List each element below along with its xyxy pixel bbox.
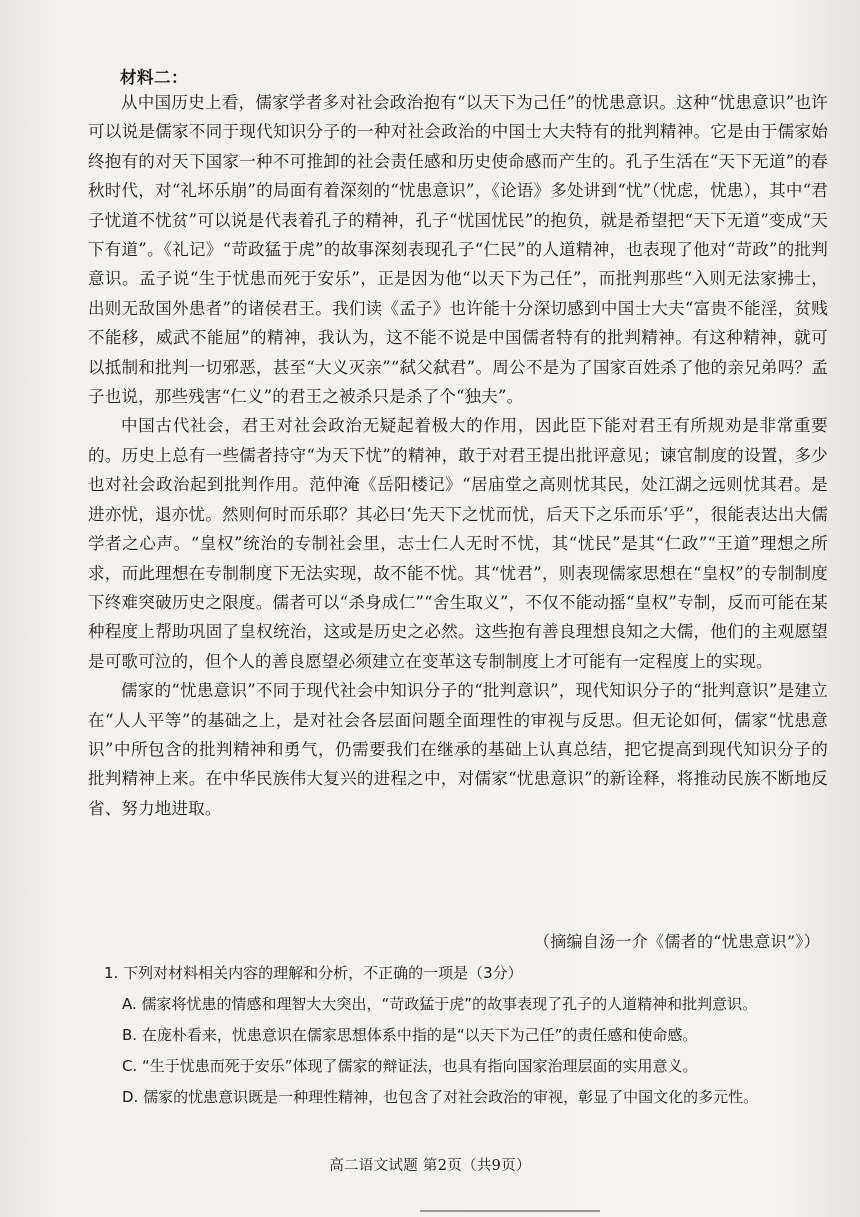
- passage-paragraph-2: 中国古代社会，君王对社会政治无疑起着极大的作用，因此臣下能对君王有所规劝是非常重要的。历史上总有一些儒者持守“为天下忧”的精神，敢于对君王提出批评意见；谏官制度的设置，多少也对社会政治起到批判作用。范仲淹《岳阳楼记》“居庙堂之高则忧其民，处江湖之远则忧其君。是进亦忧，退亦忧。然则何时而乐耶？其必曰‘先天下之忧而忧，后天下之乐而乐’乎”，很能表达出大儒学者之心声。“皇权”统治的专制社会里，志士仁人无时不忧，其“忧民”是其“仁政”“王道”理想之所求，而此理想在专制制度下无法实现，故不能不忧。其“忧君”，则表现儒家思想在“皇权”的专制制度下终难突破历史之限度。儒者可以“杀身成仁”“舍生取义”，不仅不能动摇“皇权”专制，反而可能在某种程度上帮助巩固了皇权统治，这或是历史之必然。这些抱有善良理想良知之大儒，他们的主观愿望是可歌可泣的，但个人的善良愿望必须建立在变革这专制制度上才可能有一定程度上的实现。: [88, 416, 828, 671]
- passage-paragraph-1: 从中国历史上看，儒家学者多对社会政治抱有“以天下为己任”的忧患意识。这种“忧患意识”也许可以说是儒家不同于现代知识分子的一种对社会政治的中国士大夫特有的批判精神。它是由于儒家始终抱有的对天下国家一种不可推卸的社会责任感和历史使命感而产生的。孔子生活在“天下无道”的春秋时代，对“礼坏乐崩”的局面有着深刻的“忧患意识”，《论语》多处讲到“忧”（忧虑，忧患），其中“君子忧道不忧贫”可以说是代表着孔子的精神，孔子“忧国忧民”的抱负，就是希望把“天下无道”变成“天下有道”。《礼记》“苛政猛于虎”的故事深刻表现孔子“仁民”的人道精神，也表现了他对“苛政”的批判意识。孟子说“生于忧患而死于安乐”，正是因为他“以天下为己任”，而批判那些“入则无法家拂士，出则无敌国外患者”的诸侯君王。我们读《孟子》也许能十分深切感到中国士大夫“富贵不能淫，贫贱不能移，威武不能屈”的精神，我认为，这不能不说是中国儒者特有的批判精神。有这种精神，就可以抵制和批判一切邪恶，甚至“大义灭亲”“弑父弑君”。周公不是为了国家百姓杀了他的亲兄弟吗？孟子也说，那些残害“仁义”的君王之被杀只是杀了个“独夫”。: [88, 93, 828, 407]
- reading-passage: [88, 88, 828, 823]
- option-c: C. “生于忧患而死于安乐”体现了儒家的辩证法，也具有指向国家治理层面的实用意义。: [122, 1057, 698, 1075]
- material-heading: 材料二：: [120, 68, 188, 87]
- page-footer: 高二语文试题 第2页（共9页）: [329, 1158, 531, 1174]
- option-a: A. 儒家将忧患的情感和理智大大突出，“苛政猛于虎”的故事表现了孔子的人道精神和批判意识。: [122, 995, 758, 1013]
- option-b: B. 在庞朴看来，忧患意识在儒家思想体系中指的是“以天下为己任”的责任感和使命感。: [122, 1026, 698, 1044]
- source-citation: （摘编自汤一介《儒者的“忧患意识”》）: [533, 932, 820, 951]
- scan-edge-line: [420, 1210, 600, 1212]
- passage-paragraph-3: 儒家的“忧患意识”不同于现代社会中知识分子的“批判意识”，现代知识分子的“批判意识”是建立在“人人平等”的基础之上，是对社会各层面问题全面理性的审视与反思。但无论如何，儒家“忧患意识”中所包含的批判精神和勇气，仍需要我们在继承的基础上认真总结，把它提高到现代知识分子的批判精神上来。在中华民族伟大复兴的进程之中，对儒家“忧患意识”的新诠释，将推动民族不断地反省、努力地进取。: [88, 681, 828, 818]
- option-d: D. 儒家的忧患意识既是一种理性精神，也包含了对社会政治的审视，彰显了中国文化的多元性。: [122, 1088, 759, 1106]
- question-stem: 1. 下列对材料相关内容的理解和分析，不正确的一项是（3分）: [104, 964, 523, 982]
- question-1: [104, 958, 844, 1113]
